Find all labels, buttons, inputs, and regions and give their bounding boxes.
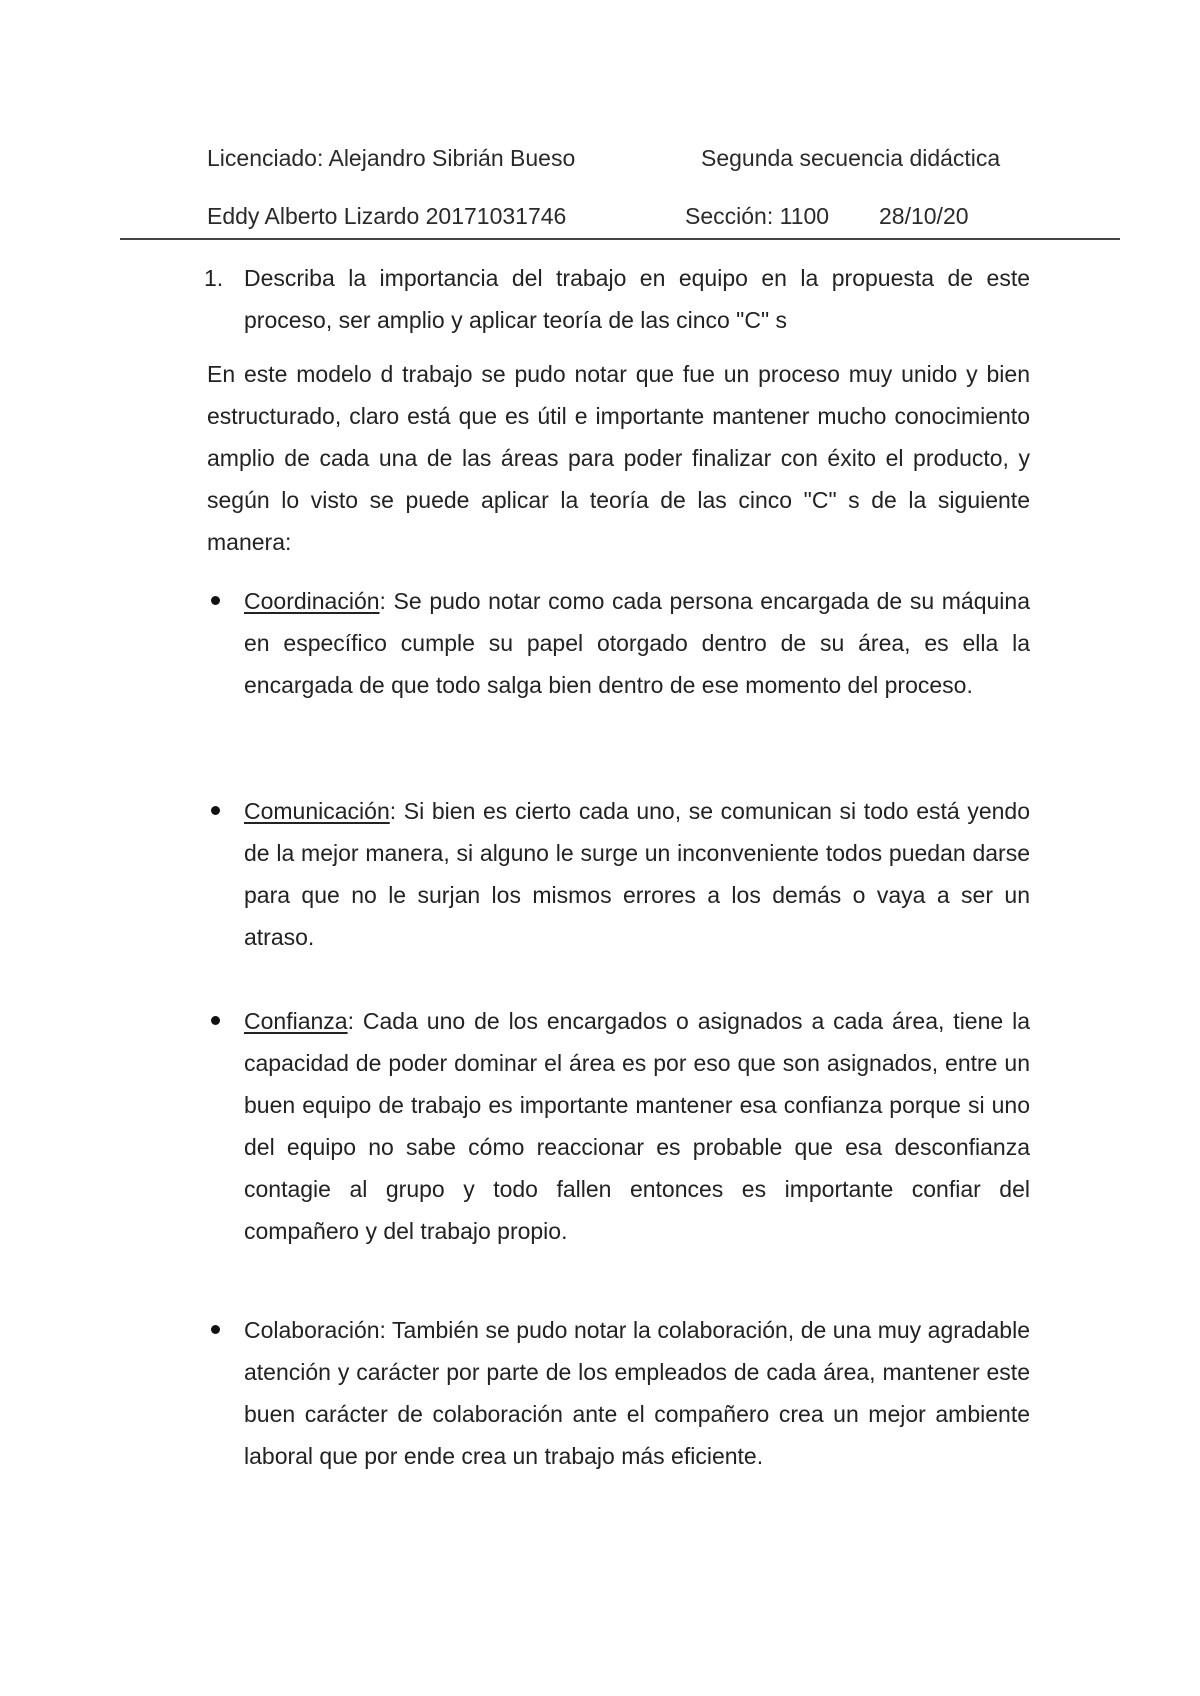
list-item-comunicacion [207,790,1030,958]
student-name-id: Eddy Alberto Lizardo 20171031746 [207,203,567,229]
bullet-icon [211,1325,220,1334]
list-item-text [244,580,1030,706]
list-item-description: : Cada uno de los encargados o asignados a cada área, tiene la capacidad de poder dominar el área es por eso que son asignados, entre un buen equipo de trabajo es importante mantener esa confianza porque si uno del equipo no sabe cómo reaccionar es probable que esa desconfianza contagie al grupo y todo fallen entonces es importante confiar del compañero y del trabajo propio. [244,1008,1030,1244]
list-item-description: : Si bien es cierto cada uno, se comunican si todo está yendo de la mejor manera, si alguno le surge un inconveniente todos puedan darse para que no le surjan los mismos errores a los demás o vaya a ser un atraso. [244,798,1030,950]
list-item-term: Colaboración [244,1317,380,1343]
list-item-text [244,1000,1030,1252]
bullet-icon [211,806,220,815]
bullet-icon [211,1016,220,1025]
date-label: 28/10/20 [879,203,969,229]
list-item-text [244,790,1030,958]
sequence-title: Segunda secuencia didáctica [701,145,1001,171]
question-block [204,257,1030,341]
list-item-description: : Se pudo notar como cada persona encargada de su máquina en específico cumple su papel otorgado dentro de su área, es ella la encargada de que todo salga bien dentro de ese momento del proceso. [244,588,1030,698]
list-item-text [244,1309,1030,1477]
list-item-term: Coordinación [244,588,380,614]
header-divider [120,238,1120,240]
bullet-icon [211,596,220,605]
list-item-coordinacion [207,580,1030,706]
section-label: Sección: 1100 [685,203,830,229]
list-item-colaboracion [207,1309,1030,1477]
teacher-name: Licenciado: Alejandro Sibrián Bueso [207,145,576,171]
list-item-confianza [207,1000,1030,1252]
question-text: Describa la importancia del trabajo en equipo en la propuesta de este proceso, ser amplio y aplicar teoría de las cinco "C" s [244,265,1030,333]
answer-intro-paragraph: En este modelo d trabajo se pudo notar que fue un proceso muy unido y bien estructurado, claro está que es útil e importante mantener mucho conocimiento amplio de cada una de las áreas para poder finalizar con éxito el producto, y según lo visto se puede aplicar la teoría de las cinco "C" s de la siguiente manera: [207,361,1030,555]
list-item-term: Comunicación [244,798,390,824]
list-item-term: Confianza [244,1008,348,1034]
question-number: 1. [204,265,224,291]
list-item-description: : También se pudo notar la colaboración, de una muy agradable atención y carácter por parte de los empleados de cada área, mantener este buen carácter de colaboración ante el compañero crea un mejor ambiente laboral que por ende crea un trabajo más eficiente. [244,1317,1030,1469]
